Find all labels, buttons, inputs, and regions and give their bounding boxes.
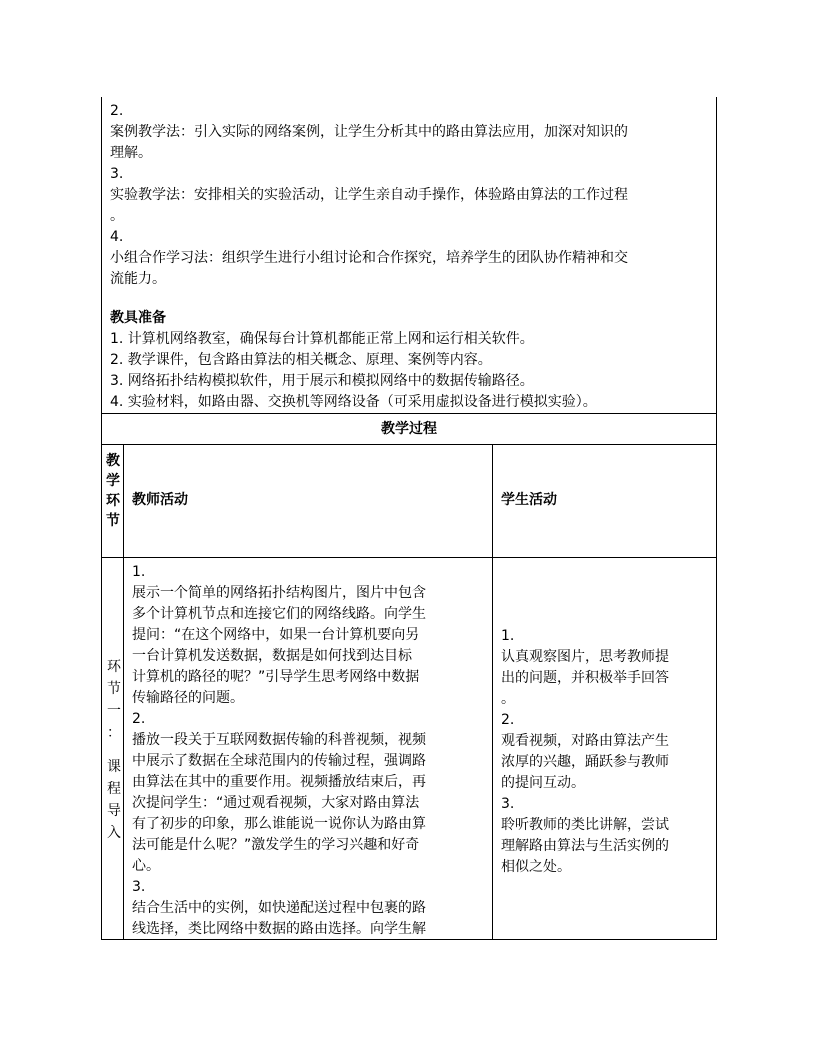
teacher-line: 次提问学生：“通过观看视频，大家对路由算法 [132, 795, 420, 811]
stage-name-char: 一 [107, 703, 121, 719]
student-line: 。 [501, 691, 515, 707]
student-line: 3. [501, 796, 515, 812]
method-2-number: 2. [110, 103, 124, 119]
method-4-line-2: 流能力。 [110, 271, 166, 287]
prep-item-4: 4. 实验材料，如路由器、交换机等网络设备（可采用虚拟设备进行模拟实验）。 [110, 394, 597, 410]
method-2-line-2: 理解。 [110, 145, 152, 161]
process-row-divider [101, 557, 717, 558]
header-teacher-activity: 教师活动 [132, 492, 188, 508]
stage-name-char: 导 [107, 803, 121, 819]
student-line: 2. [501, 712, 515, 728]
teacher-activity [132, 562, 488, 939]
teacher-line: 提问：“在这个网络中，如果一台计算机要向另 [132, 627, 420, 643]
process-header-top-border [101, 444, 717, 445]
method-3-line-2: 。 [110, 208, 124, 224]
teacher-line: 由算法在其中的重要作用。视频播放结束后，再 [132, 774, 426, 790]
table-right-border [716, 97, 717, 940]
method-3-line-1: 实验教学法：安排相关的实验活动，让学生亲自动手操作，体验路由算法的工作过程 [110, 187, 628, 203]
teacher-line: 多个计算机节点和连接它们的网络线路。向学生 [132, 606, 426, 622]
column-divider-1 [123, 444, 124, 940]
student-line: 理解路由算法与生活实例的 [501, 838, 669, 854]
table-left-border [101, 97, 102, 940]
stage-name-char: 节 [107, 681, 121, 697]
process-title: 教学过程 [381, 421, 437, 437]
teacher-line: 线选择，类比网络中数据的路由选择。向学生解 [132, 921, 426, 937]
teacher-line: 1. [132, 564, 146, 580]
student-line: 相似之处。 [501, 859, 571, 875]
stage-name-char: 程 [107, 781, 121, 797]
teacher-line: 一台计算机发送数据，数据是如何找到达目标 [132, 648, 412, 664]
student-line: 1. [501, 628, 515, 644]
table-bottom-border [101, 939, 717, 940]
method-4-line-1: 小组合作学习法：组织学生进行小组讨论和合作探究，培养学生的团队协作精神和交 [110, 250, 628, 266]
student-line: 浓厚的兴趣，踊跃参与教师 [501, 754, 669, 770]
column-divider-2 [492, 444, 493, 940]
teacher-line: 2. [132, 711, 146, 727]
header-student-activity: 学生活动 [501, 492, 557, 508]
method-4-number: 4. [110, 229, 124, 245]
stage-name-char: 环 [107, 659, 121, 675]
header-col1-char: 节 [106, 513, 120, 529]
teacher-line: 传输路径的问题。 [132, 690, 244, 706]
teacher-line: 结合生活中的实例，如快递配送过程中包裹的路 [132, 900, 426, 916]
teacher-line: 播放一段关于互联网数据传输的科普视频，视频 [132, 732, 426, 748]
stage-name-char: 课 [107, 759, 121, 775]
method-3-number: 3. [110, 166, 124, 182]
student-line: 的提问互动。 [501, 775, 585, 791]
method-2-line-1: 案例教学法：引入实际的网络案例，让学生分析其中的路由算法应用，加深对知识的 [110, 124, 628, 140]
process-title-top-border [101, 413, 717, 414]
prep-item-1: 1. 计算机网络教室，确保每台计算机都能正常上网和运行相关软件。 [110, 331, 534, 347]
header-col1-char: 教 [106, 453, 120, 469]
teacher-line: 中展示了数据在全球范围内的传输过程，强调路 [132, 753, 426, 769]
prep-item-2: 2. 教学课件，包含路由算法的相关概念、原理、案例等内容。 [110, 352, 492, 368]
student-line: 观看视频，对路由算法产生 [501, 733, 669, 749]
teacher-line: 有了初步的印象，那么谁能说一说你认为路由算 [132, 816, 426, 832]
stage-name-char: ： [107, 725, 121, 741]
prep-item-3: 3. 网络拓扑结构模拟软件，用于展示和模拟网络中的数据传输路径。 [110, 373, 534, 389]
header-col1-char: 环 [106, 493, 120, 509]
teacher-line: 3. [132, 879, 146, 895]
student-line: 认真观察图片，思考教师提 [501, 649, 669, 665]
prep-title: 教具准备 [110, 310, 166, 326]
student-line: 出的问题，并积极举手回答 [501, 670, 669, 686]
teacher-line: 心。 [132, 858, 160, 874]
header-col1-char: 学 [106, 473, 120, 489]
stage-name-char: 入 [107, 825, 121, 841]
teacher-line: 展示一个简单的网络拓扑结构图片，图片中包含 [132, 585, 426, 601]
teacher-line: 计算机的路径的呢？”引导学生思考网络中数据 [132, 669, 420, 685]
student-activity [501, 626, 711, 878]
student-line: 聆听教师的类比讲解，尝试 [501, 817, 669, 833]
teacher-line: 法可能是什么呢？”激发学生的学习兴趣和好奇 [132, 837, 420, 853]
